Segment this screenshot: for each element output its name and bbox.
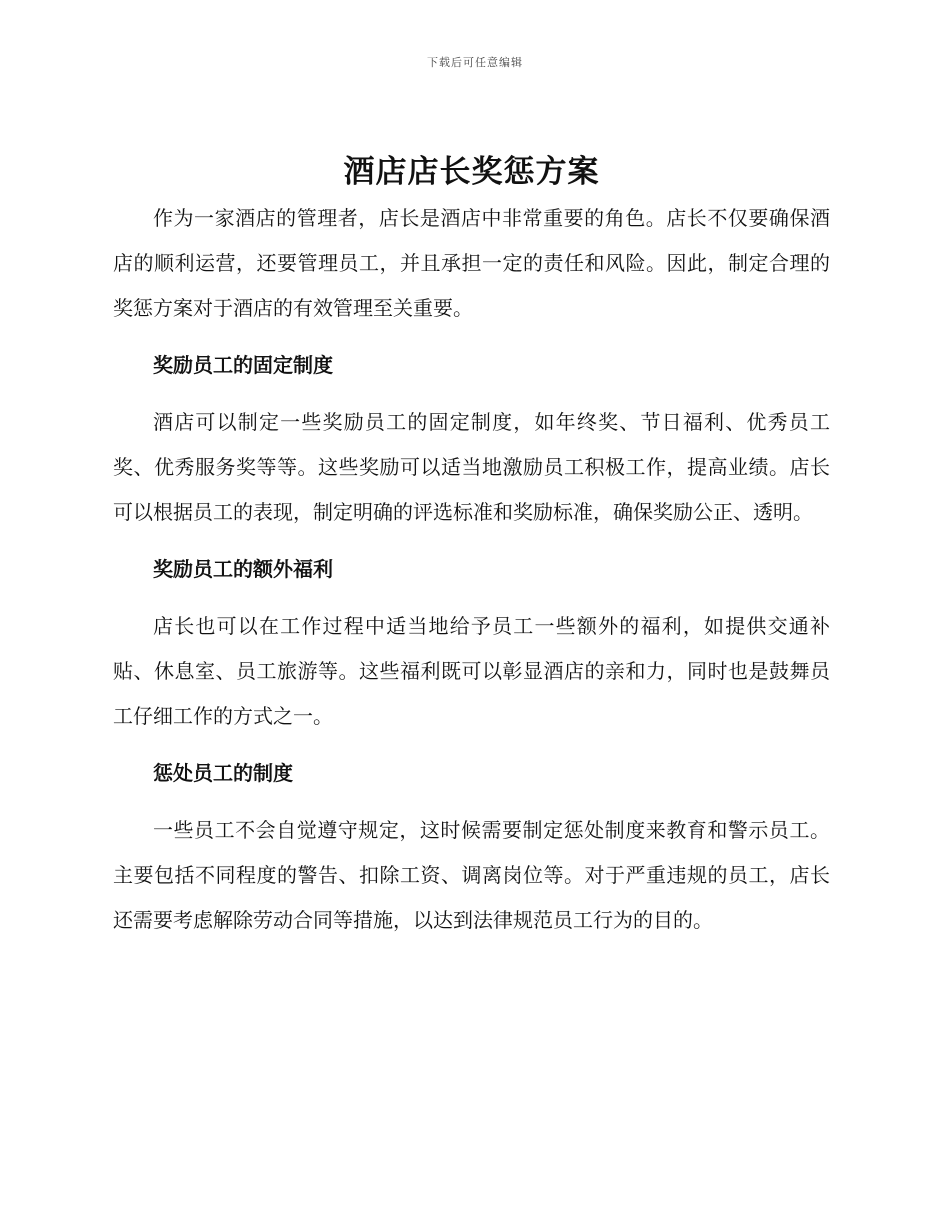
section-heading-fixed-rewards: 奖励员工的固定制度 <box>153 353 333 377</box>
paragraph-fixed-rewards: 酒店可以制定一些奖励员工的固定制度，如年终奖、节日福利、优秀员工奖、优秀服务奖等等。这些奖励可以适当地激励员工积极工作，提高业绩。店长可以根据员工的表现，制定明确的评选标准和奖励标准，确保奖励公正、透明。 <box>113 410 830 524</box>
section-heading-penalties: 惩处员工的制度 <box>153 761 293 785</box>
intro-paragraph: 作为一家酒店的管理者，店长是酒店中非常重要的角色。店长不仅要确保酒店的顺利运营，还要管理员工，并且承担一定的责任和风险。因此，制定合理的奖惩方案对于酒店的有效管理至关重要。 <box>113 206 830 320</box>
document-title: 酒店店长奖惩方案 <box>343 154 600 190</box>
header-note: 下载后可任意编辑 <box>427 56 523 69</box>
document-body <box>113 150 830 943</box>
paragraph-penalties: 一些员工不会自觉遵守规定，这时候需要制定惩处制度来教育和警示员工。主要包括不同程度的警告、扣除工资、调离岗位等。对于严重违规的员工，店长还需要考虑解除劳动合同等措施，以达到法律规范员工行为的目的。 <box>113 818 830 932</box>
paragraph-extra-benefits: 店长也可以在工作过程中适当地给予员工一些额外的福利，如提供交通补贴、休息室、员工旅游等。这些福利既可以彰显酒店的亲和力，同时也是鼓舞员工仔细工作的方式之一。 <box>113 614 830 728</box>
section-heading-extra-benefits: 奖励员工的额外福利 <box>153 557 333 581</box>
